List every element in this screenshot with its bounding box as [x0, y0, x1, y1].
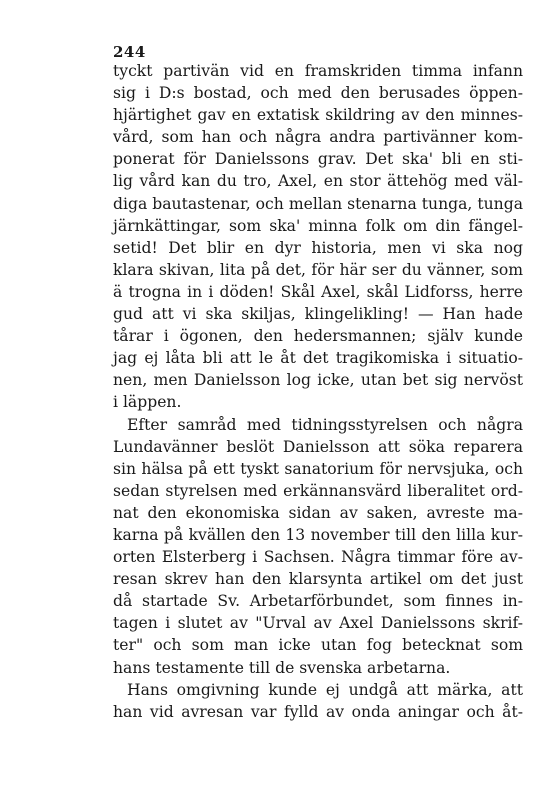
text-line: sig i D:s bostad, och med den berusades öppen- — [113, 84, 523, 103]
text-line: sedan styrelsen med erkännansvärd liberalitet ord- — [113, 481, 523, 500]
text-line: setid! Det blir en dyr historia, men vi ska nog — [113, 238, 523, 257]
text-line: ter" och som man icke utan fog betecknat som — [113, 636, 523, 655]
text-line: diga bautastenar, och mellan stenarna tunga, tunga — [113, 194, 523, 213]
text-line: Efter samråd med tidningsstyrelsen och några — [127, 415, 523, 434]
body-text — [113, 60, 523, 723]
text-line: i läppen. — [113, 393, 182, 412]
text-line: hjärtighet gav en extatisk skildring av den minnes- — [113, 106, 523, 125]
text-line: tyckt partivän vid en framskriden timma infann — [113, 62, 523, 80]
text-line: vård, som han och några andra partivänner kom- — [113, 128, 523, 147]
text-line: nen, men Danielsson log icke, utan bet sig nervöst — [113, 371, 523, 390]
text-line: då startade Sv. Arbetarförbundet, som finnes in- — [113, 592, 523, 611]
text-line: tårar i ögonen, den hedersmannen; själv kunde — [113, 327, 523, 346]
text-line: hans testamente till de svenska arbetarna. — [113, 658, 451, 677]
page-number: 244 — [113, 43, 146, 61]
text-line: ä trogna in i döden! Skål Axel, skål Lidforss, herre — [113, 282, 523, 301]
text-line: Lundavänner beslöt Danielsson att söka reparera — [113, 437, 523, 456]
text-line: han vid avresan var fylld av onda aningar och åt- — [113, 702, 523, 721]
text-line: gud att vi ska skiljas, klingelikling! — Han hade — [113, 305, 523, 324]
text-line: ponerat för Danielssons grav. Det ska' bli en sti- — [113, 150, 523, 169]
text-line: sin hälsa på ett tyskt sanatorium för nervsjuka, och — [113, 459, 523, 478]
text-line: nat den ekonomiska sidan av saken, avreste ma- — [113, 503, 523, 522]
text-line: klara skivan, lita på det, för här ser du vänner, som — [113, 260, 523, 279]
text-line: lig vård kan du tro, Axel, en stor ättehög med väl- — [113, 172, 523, 191]
text-line: tagen i slutet av "Urval av Axel Danielssons skrif- — [113, 614, 523, 633]
text-line: orten Elsterberg i Sachsen. Några timmar före av- — [113, 548, 523, 567]
text-line: karna på kvällen den 13 november till den lilla kur- — [113, 525, 523, 544]
text-line: jag ej låta bli att le åt det tragikomiska i situatio- — [113, 349, 523, 368]
text-line: resan skrev han den klarsynta artikel om det just — [113, 570, 523, 589]
text-line: järnkättingar, som ska' minna folk om din fängel- — [113, 216, 523, 235]
text-line: Hans omgivning kunde ej undgå att märka, att — [127, 680, 523, 699]
